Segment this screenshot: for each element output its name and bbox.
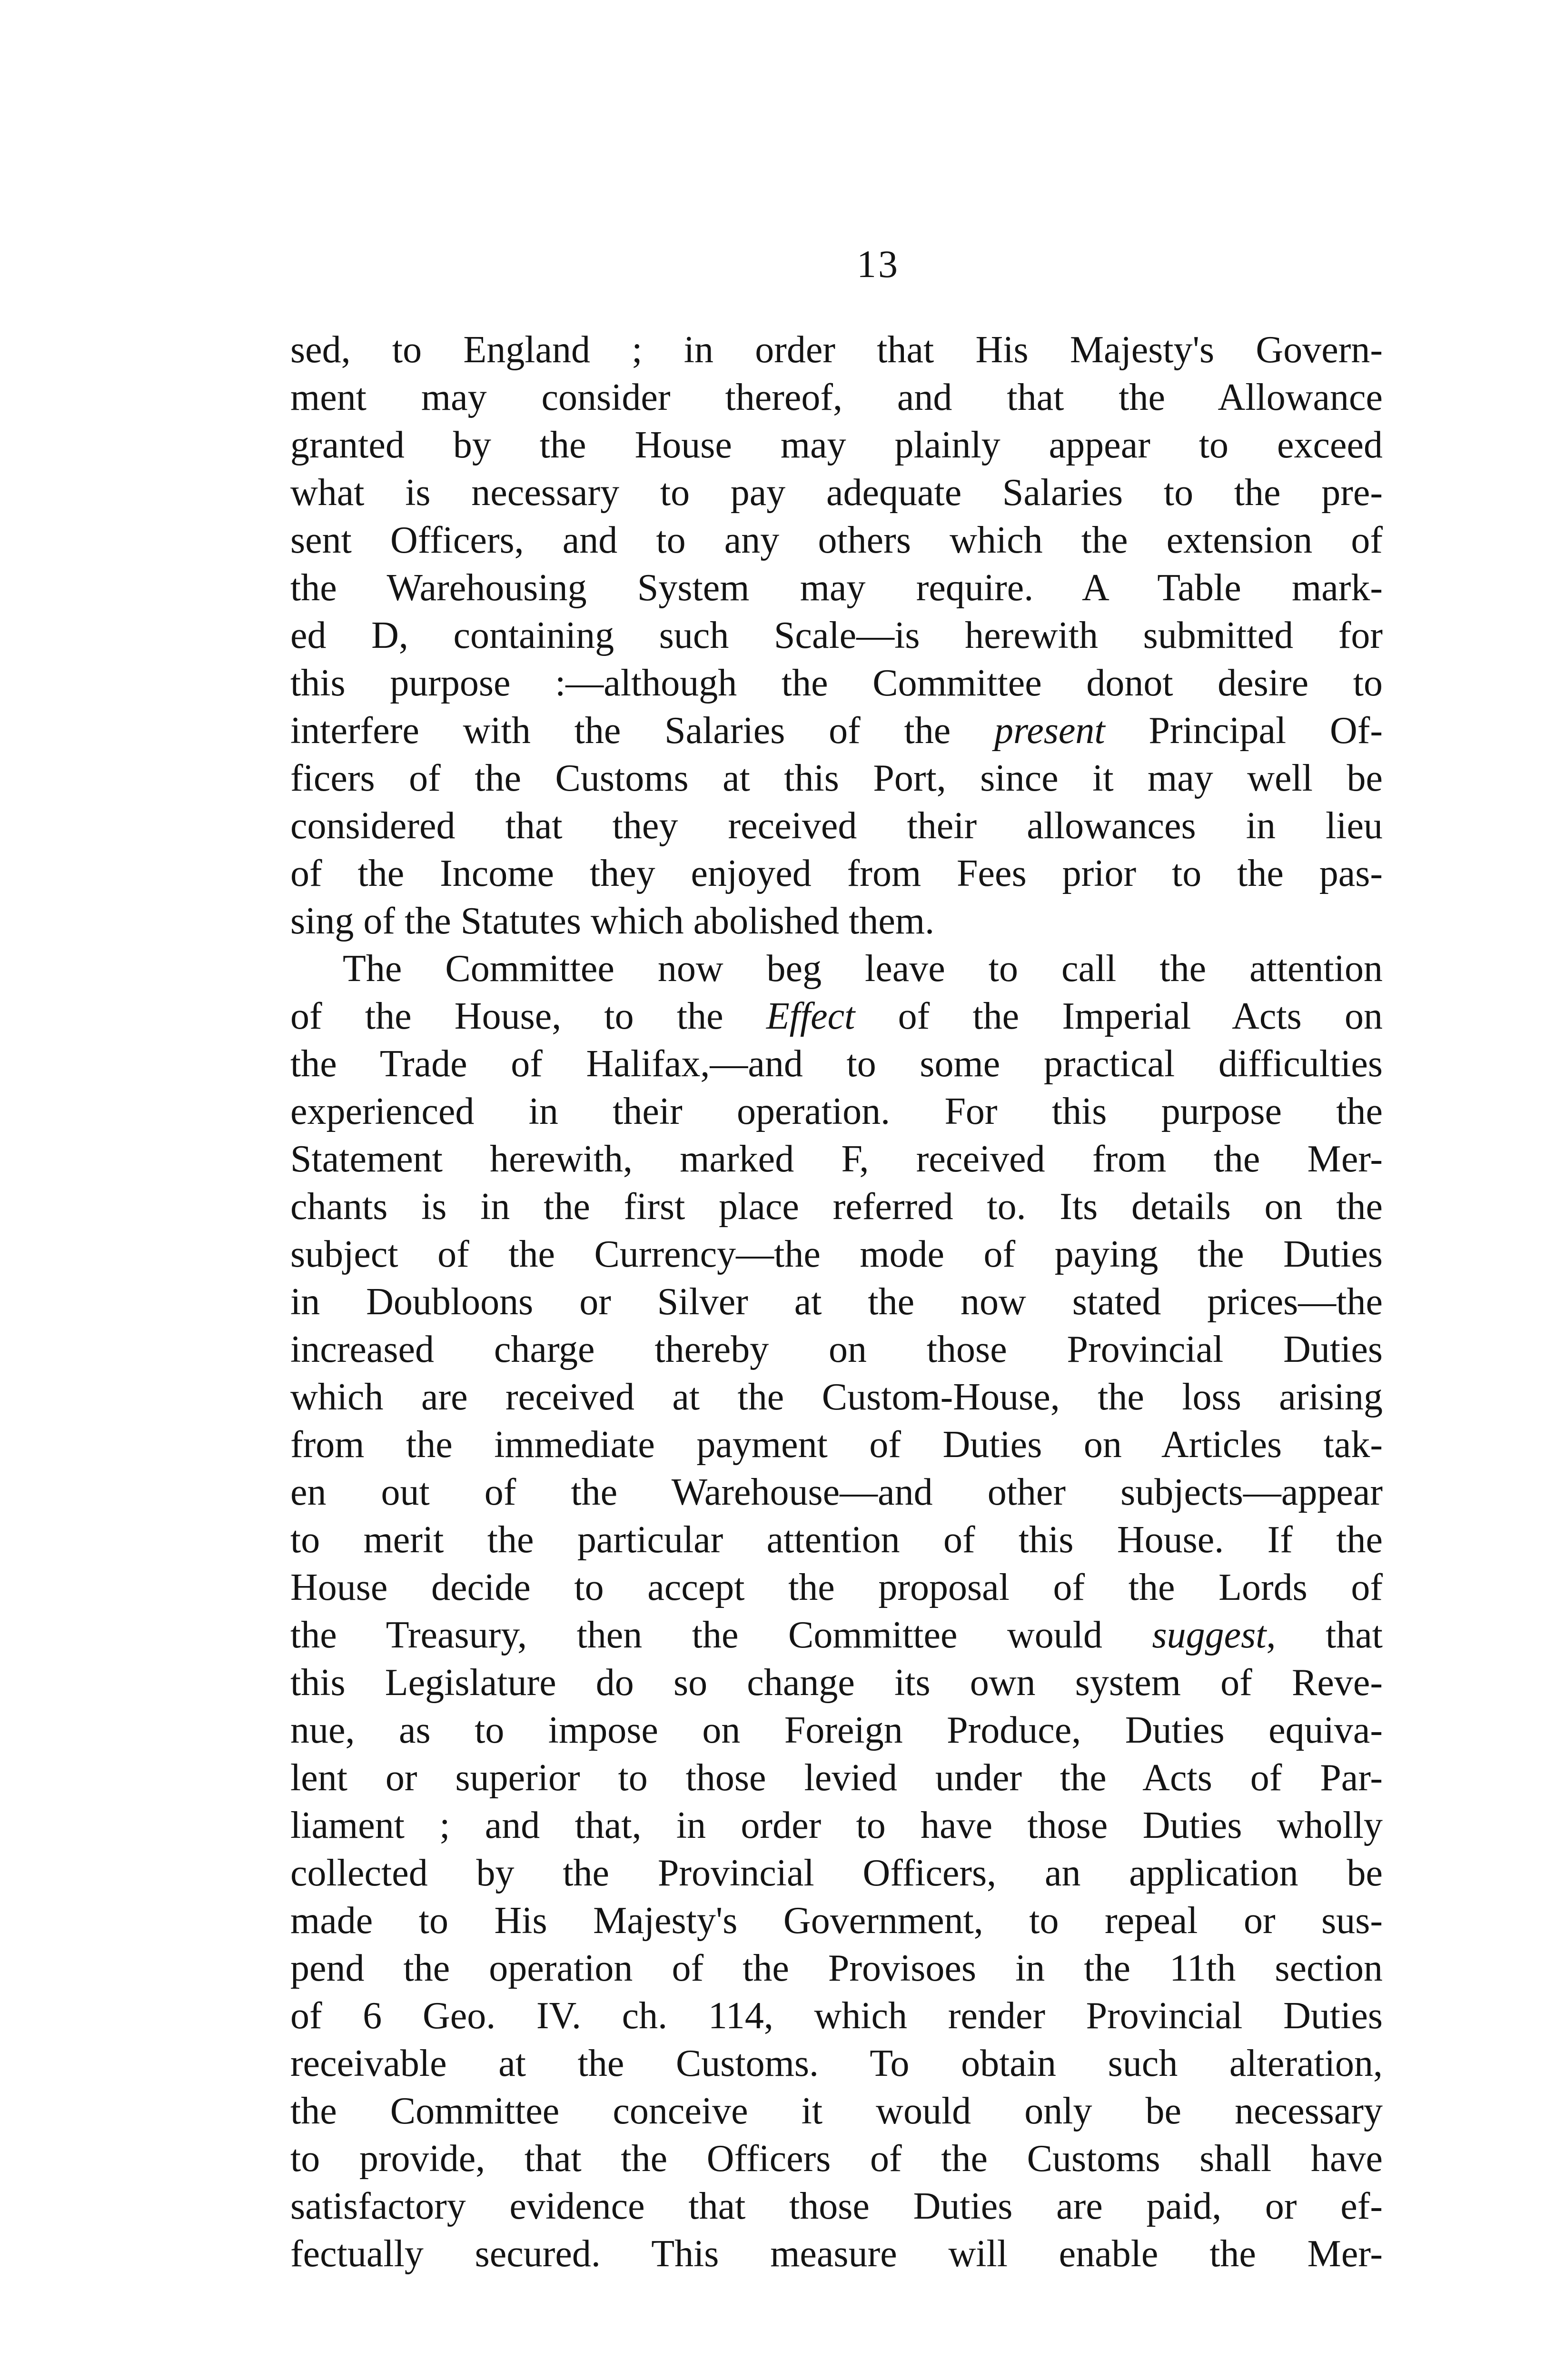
text-line: the Trade of Halifax,—and to some practical difficulties — [290, 1043, 1383, 1085]
text-line: sed, to England ; in order that His Majesty's Govern- — [290, 329, 1383, 371]
page-number: 13 — [857, 242, 900, 286]
text-line: sing of the Statutes which abolished them. — [290, 900, 935, 942]
text-line: of 6 Geo. IV. ch. 114, which render Provincial Duties — [290, 1995, 1383, 2037]
text-line: what is necessary to pay adequate Salaries to the pre- — [290, 472, 1383, 514]
text-line: experienced in their operation. For this purpose the — [290, 1091, 1383, 1132]
text-line: collected by the Provincial Officers, an application be — [290, 1852, 1383, 1894]
text-line — [290, 707, 1383, 754]
text-run: , that — [1266, 1614, 1383, 1656]
text-line: granted by the House may plainly appear to exceed — [290, 424, 1383, 466]
text-line: sent Officers, and to any others which the extension of — [290, 519, 1383, 561]
text-run: of the House, to the — [290, 995, 766, 1037]
text-line: pend the operation of the Provisoes in the 11th section — [290, 1947, 1383, 1989]
text-line: receivable at the Customs. To obtain such alteration, — [290, 2043, 1383, 2084]
text-line: of the Income they enjoyed from Fees prior to the pas- — [290, 853, 1383, 894]
text-run: interfere with the Salaries of the — [290, 710, 995, 752]
text-line: which are received at the Custom-House, the loss arising — [290, 1376, 1383, 1418]
body-text — [290, 326, 1383, 2278]
text-line: the Warehousing System may require. A Table mark- — [290, 567, 1383, 609]
text-run: of the Imperial Acts on — [855, 995, 1383, 1037]
italic-emphasis: suggest — [1152, 1614, 1267, 1656]
text-line: increased charge thereby on those Provincial Duties — [290, 1329, 1383, 1370]
text-line: to provide, that the Officers of the Customs shall have — [290, 2138, 1383, 2180]
text-run: Principal Of- — [1105, 710, 1383, 752]
paragraph-start-line: The Committee now beg leave to call the attention — [343, 948, 1383, 990]
text-line: from the immediate payment of Duties on Articles tak- — [290, 1424, 1383, 1466]
text-line — [290, 1611, 1383, 1659]
text-line: subject of the Currency—the mode of paying the Duties — [290, 1233, 1383, 1275]
text-line: ment may consider thereof, and that the Allowance — [290, 377, 1383, 418]
text-line: ficers of the Customs at this Port, since it may well be — [290, 757, 1383, 799]
text-line: the Committee conceive it would only be necessary — [290, 2090, 1383, 2132]
text-line: ed D, containing such Scale—is herewith submitted for — [290, 615, 1383, 656]
text-line: this Legislature do so change its own system of Reve- — [290, 1662, 1383, 1704]
text-line: nue, as to impose on Foreign Produce, Duties equiva- — [290, 1709, 1383, 1751]
text-line — [290, 992, 1383, 1040]
text-line: lent or superior to those levied under the Acts of Par- — [290, 1757, 1383, 1799]
text-line: satisfactory evidence that those Duties are paid, or ef- — [290, 2185, 1383, 2227]
text-run: the Treasury, then the Committee would — [290, 1614, 1152, 1656]
text-line: in Doubloons or Silver at the now stated prices—the — [290, 1281, 1383, 1323]
text-line: House decide to accept the proposal of the Lords of — [290, 1567, 1383, 1608]
text-line: liament ; and that, in order to have those Duties wholly — [290, 1805, 1383, 1846]
italic-emphasis: Effect — [766, 995, 855, 1037]
italic-emphasis: present — [994, 710, 1105, 752]
text-line: considered that they received their allowances in lieu — [290, 805, 1383, 847]
text-line: Statement herewith, marked F, received from the Mer- — [290, 1138, 1383, 1180]
text-line: fectually secured. This measure will enable the Mer- — [290, 2233, 1383, 2275]
text-line: made to His Majesty's Government, to repeal or sus- — [290, 1900, 1383, 1942]
text-line: chants is in the first place referred to. Its details on the — [290, 1186, 1383, 1228]
text-line: this purpose :—although the Committee donot desire to — [290, 662, 1383, 704]
text-line: to merit the particular attention of this House. If the — [290, 1519, 1383, 1561]
text-line: en out of the Warehouse—and other subjects—appear — [290, 1471, 1383, 1513]
